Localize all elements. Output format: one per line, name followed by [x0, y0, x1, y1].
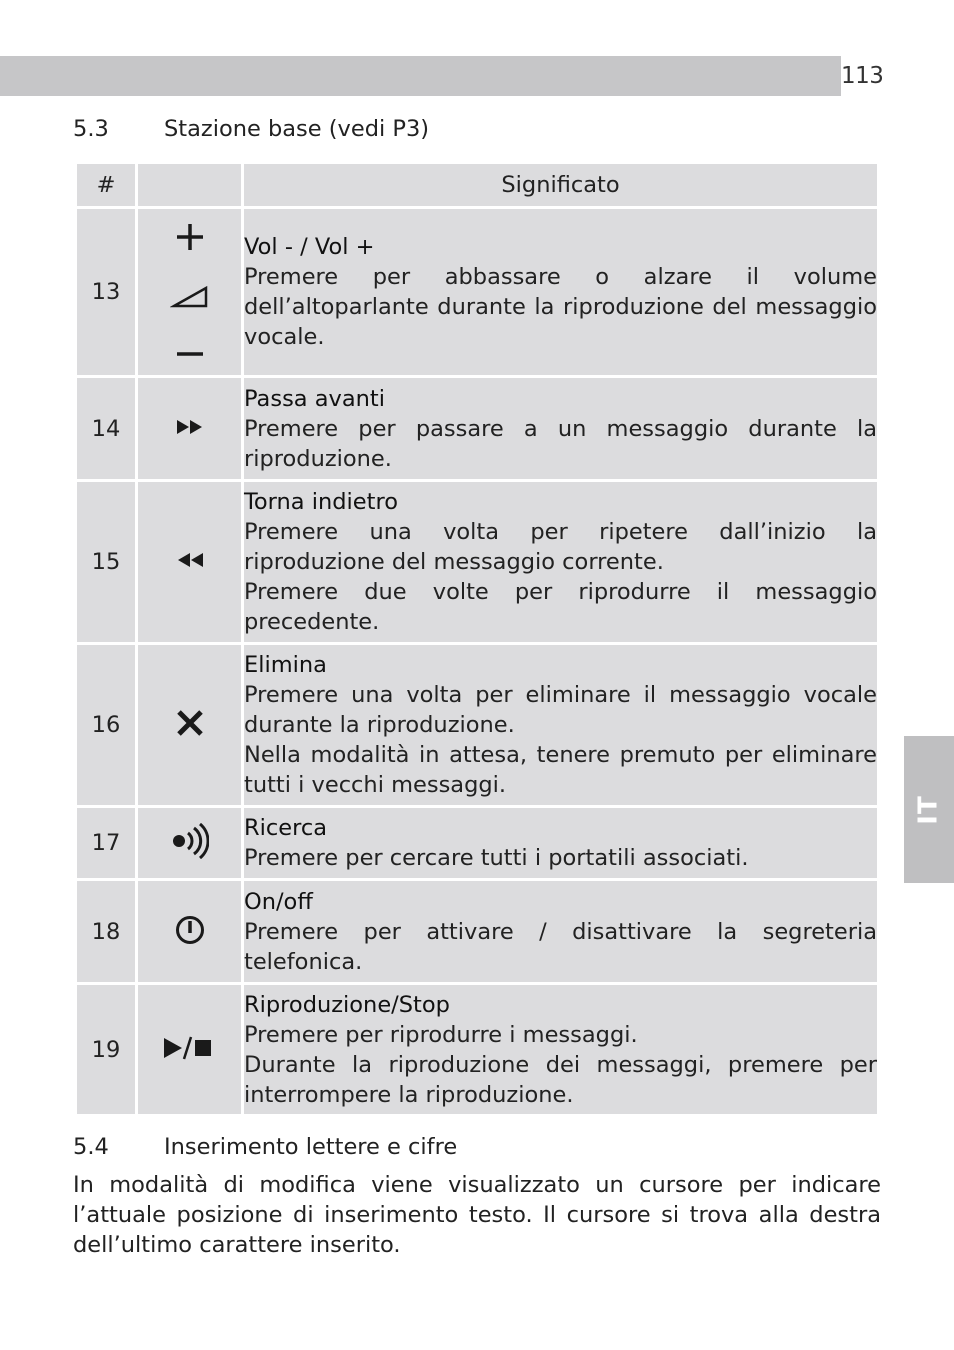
row-description-text: Premere una volta per eliminare il messaggio vocale durante la riproduzione. — [244, 682, 877, 738]
section-number: 5.4 — [73, 1134, 109, 1160]
section-title: Stazione base (vedi P3) — [164, 116, 430, 142]
language-tab — [904, 736, 954, 883]
row-description-text: Premere per abbassare o alzare il volume dell’altoparlante durante la riproduzione del messaggio vocale. — [244, 264, 877, 350]
row-title: Vol - / Vol + — [244, 234, 375, 260]
header-icon — [138, 164, 241, 206]
row-description — [244, 985, 877, 1114]
volume-plus-minus-icon — [170, 220, 210, 360]
fast-forward-icon — [175, 418, 205, 436]
section-number: 5.3 — [73, 116, 109, 142]
language-tab-label: IT — [913, 794, 944, 825]
row-icon-cell — [138, 808, 241, 878]
row-description-text: Nella modalità in attesa, tenere premuto per eliminare tutti i vecchi messaggi. — [244, 742, 877, 798]
row-number: 19 — [77, 985, 135, 1114]
row-number: 13 — [77, 209, 135, 375]
table-row — [77, 209, 877, 375]
row-description-text: Premere due volte per riprodurre il messaggio precedente. — [244, 579, 877, 635]
row-icon-cell — [138, 881, 241, 982]
row-description — [244, 881, 877, 982]
row-description-text: Premere una volta per ripetere dall’inizio la riproduzione del messaggio corrente. — [244, 519, 877, 575]
section-body-text: In modalità di modifica viene visualizzato un cursore per indicare l’attuale posizione di inserimento testo. Il cursore si trova alla destra dell’ultimo carattere inserito. — [73, 1172, 881, 1258]
row-description — [244, 378, 877, 479]
power-icon — [175, 915, 205, 945]
row-icon-cell — [138, 209, 241, 375]
row-description-text: Premere per riprodurre i messaggi. — [244, 1021, 638, 1048]
section-heading-5-4 — [73, 1134, 457, 1160]
row-number: 18 — [77, 881, 135, 982]
table-header-row — [77, 164, 877, 206]
row-icon-cell — [138, 645, 241, 805]
section-heading-5-3 — [73, 116, 429, 142]
row-number: 17 — [77, 808, 135, 878]
table-row — [77, 378, 877, 479]
row-description — [244, 209, 877, 375]
page-number: 113 — [841, 63, 884, 89]
row-title: Elimina — [244, 652, 327, 678]
row-description — [244, 645, 877, 805]
rewind-icon — [175, 551, 205, 569]
header-number: # — [77, 164, 135, 206]
row-number: 16 — [77, 645, 135, 805]
row-number: 14 — [77, 378, 135, 479]
row-description-text: Durante la riproduzione dei messaggi, premere per interrompere la riproduzione. — [244, 1051, 877, 1108]
section-title: Inserimento lettere e cifre — [164, 1134, 458, 1160]
row-number: 15 — [77, 482, 135, 642]
row-icon-cell — [138, 378, 241, 479]
paging-signal-icon — [171, 823, 209, 859]
row-icon-cell — [138, 985, 241, 1114]
row-description — [244, 808, 877, 878]
row-icon-cell — [138, 482, 241, 642]
table-row — [77, 645, 877, 805]
table-row — [77, 985, 877, 1114]
row-title: On/off — [244, 888, 313, 915]
table-row — [77, 808, 877, 878]
row-description-text: Premere per cercare tutti i portatili associati. — [244, 845, 749, 871]
row-title: Riproduzione/Stop — [244, 991, 450, 1018]
row-title: Torna indietro — [244, 489, 398, 515]
delete-x-icon — [175, 708, 205, 738]
row-description-text: Premere per passare a un messaggio durante la riproduzione. — [244, 415, 877, 472]
row-title: Ricerca — [244, 815, 328, 841]
header-bar — [0, 56, 841, 96]
row-description — [244, 482, 877, 642]
table-row — [77, 881, 877, 982]
table-row — [77, 482, 877, 642]
button-table — [74, 161, 880, 1117]
header-meaning: Significato — [244, 164, 877, 206]
play-stop-icon — [162, 1036, 218, 1060]
row-description-text: Premere per attivare / disattivare la segreteria telefonica. — [244, 918, 877, 975]
row-title: Passa avanti — [244, 385, 385, 412]
